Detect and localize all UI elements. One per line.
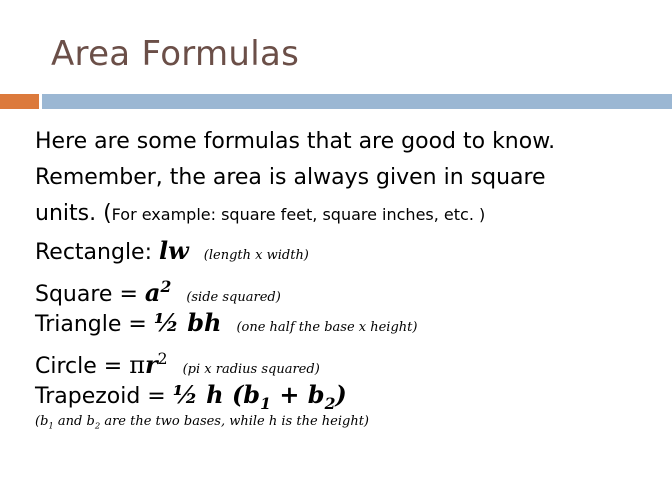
circle-label: Circle = (35, 354, 123, 379)
footnote-sub-2: 2 (94, 420, 101, 431)
trapezoid-plus: + b (279, 380, 325, 409)
footnote-sub-1: 1 (48, 420, 54, 431)
trapezoid-close: ) (335, 380, 347, 409)
triangle-expression: ½ bh (153, 308, 222, 337)
trapezoid-sub-2: 2 (324, 393, 336, 413)
square-expression (145, 278, 171, 307)
intro-line-3-example: For example: square feet, square inches, etc. ) (111, 205, 486, 224)
intro-line-1: Here are some formulas that are good to know. (35, 129, 556, 154)
title-accent-bar (0, 94, 39, 109)
intro-line-2: Remember, the area is always given in square (35, 165, 546, 190)
footnote-mid: and b (57, 414, 95, 429)
triangle-formula (35, 305, 665, 341)
square-exponent: 2 (160, 277, 172, 296)
rectangle-formula (35, 233, 665, 269)
intro-line-3 (35, 196, 665, 233)
rectangle-label: Rectangle: (35, 240, 153, 265)
trapezoid-formula (35, 377, 665, 413)
slide-title: Area Formulas (51, 34, 300, 74)
footnote-open: (b (35, 414, 49, 429)
circle-note: (pi x radius squared) (182, 362, 320, 377)
square-note: (side squared) (186, 290, 281, 305)
circle-radius: r (145, 350, 158, 379)
square-formula (35, 269, 665, 305)
trapezoid-sub-1: 1 (260, 393, 271, 413)
circle-formula (35, 341, 665, 377)
trapezoid-expression (172, 380, 347, 413)
pi-symbol: π (129, 351, 145, 379)
square-label: Square = (35, 282, 138, 307)
trapezoid-label: Trapezoid = (35, 384, 166, 409)
circle-expression (129, 351, 167, 379)
triangle-note: (one half the base x height) (236, 320, 418, 335)
trapezoid-footnote (35, 413, 665, 435)
content-body (35, 124, 665, 435)
rectangle-expression: lw (159, 236, 189, 265)
title-divider-bar (42, 94, 672, 109)
triangle-label: Triangle = (35, 312, 147, 337)
rectangle-note: (length x width) (203, 248, 309, 263)
square-base: a (144, 278, 161, 307)
intro-line-3-prefix: units. ( (35, 201, 112, 226)
circle-exponent: 2 (157, 350, 168, 368)
trapezoid-half-h: ½ h (172, 380, 224, 409)
footnote-rest: are the two bases, while h is the height) (104, 414, 369, 429)
trapezoid-open: (b (231, 380, 261, 409)
